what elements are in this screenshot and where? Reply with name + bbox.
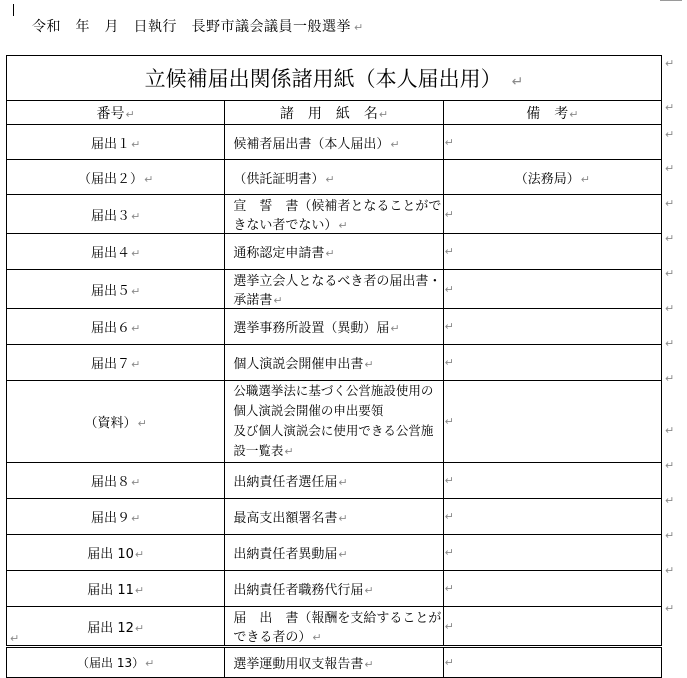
- row-number-cell[interactable]: （届出 13）↵: [7, 647, 225, 678]
- row-name-cell[interactable]: 公職選挙法に基づく公営施設使用の個人演説会開催の申出要領 及び個人演説会に使用できる公営施設一覧表↵: [225, 381, 443, 463]
- row-name-cell[interactable]: 選挙運動用収支報告書↵: [225, 647, 443, 678]
- table-row: [7, 309, 662, 345]
- row-number-cell[interactable]: 届出６↵: [7, 309, 225, 345]
- row-number-cell[interactable]: 届出５↵: [7, 270, 225, 309]
- forms-table: [6, 55, 662, 678]
- row-name-cell[interactable]: 出納責任者異動届↵: [225, 535, 443, 571]
- row-name-cell[interactable]: 候補者届出書（本人届出）↵: [225, 125, 443, 160]
- row-number-cell[interactable]: 届出８↵: [7, 463, 225, 499]
- row-number-cell[interactable]: 届出３↵: [7, 195, 225, 234]
- row-note-cell[interactable]: ↵: [443, 345, 661, 381]
- table-row: [7, 270, 662, 309]
- row-name-cell[interactable]: 最高支出額署名書↵: [225, 499, 443, 535]
- election-header-text[interactable]: 令和 年 月 日執行 長野市議会議員一般選挙: [32, 19, 351, 35]
- row-note-cell[interactable]: （法務局）↵: [443, 160, 661, 195]
- row-number-cell[interactable]: 届出 11↵: [7, 571, 225, 607]
- row-name-cell[interactable]: 個人演説会開催申出書↵: [225, 345, 443, 381]
- row-note-cell[interactable]: ↵: [443, 571, 661, 607]
- row-end-mark: ↵: [665, 529, 675, 542]
- row-name-cell[interactable]: 選挙立会人となるべき者の届出書・承諾書↵: [225, 270, 443, 309]
- table-row: [7, 463, 662, 499]
- row-number-cell[interactable]: （資料）↵: [7, 381, 225, 463]
- row-number-cell[interactable]: 届出４↵: [7, 234, 225, 270]
- column-header-number[interactable]: 番号↵: [7, 101, 225, 125]
- column-header-name[interactable]: 諸 用 紙 名↵: [225, 101, 443, 125]
- table-row: [7, 571, 662, 607]
- row-name-cell[interactable]: 出納責任者職務代行届↵: [225, 571, 443, 607]
- row-end-mark: ↵: [665, 424, 675, 437]
- table-row: [7, 647, 662, 678]
- row-end-mark: ↵: [665, 302, 675, 315]
- text-cursor: [13, 4, 14, 16]
- row-note-cell[interactable]: ↵: [443, 607, 661, 647]
- row-number-cell[interactable]: 届出 12↵: [7, 607, 225, 647]
- table-row: [7, 234, 662, 270]
- row-number-cell[interactable]: （届出２）↵: [7, 160, 225, 195]
- row-note-cell[interactable]: ↵: [443, 125, 661, 160]
- row-note-cell[interactable]: ↵: [443, 499, 661, 535]
- row-name-cell[interactable]: 届 出 書（報酬を支給することができる者の）↵: [225, 607, 443, 647]
- row-note-cell[interactable]: ↵: [443, 463, 661, 499]
- row-number-cell[interactable]: 届出９↵: [7, 499, 225, 535]
- row-end-mark: ↵: [665, 232, 675, 245]
- page-corner-mark: [660, 0, 682, 7]
- column-header-notes[interactable]: 備 考↵: [443, 101, 661, 125]
- row-note-cell[interactable]: ↵: [443, 270, 661, 309]
- row-end-mark: ↵: [665, 337, 675, 350]
- row-end-mark: ↵: [665, 602, 675, 615]
- table-title[interactable]: 立候補届出関係諸用紙（本人届出用）: [144, 67, 502, 91]
- table-row: [7, 345, 662, 381]
- row-note-cell[interactable]: ↵: [443, 381, 661, 463]
- row-note-cell[interactable]: ↵: [443, 309, 661, 345]
- row-number-cell[interactable]: 届出７↵: [7, 345, 225, 381]
- table-row: [7, 160, 662, 195]
- table-title-cell[interactable]: [7, 56, 662, 101]
- row-note-cell[interactable]: ↵: [443, 647, 661, 678]
- row-end-mark: ↵: [665, 372, 675, 385]
- table-row: [7, 499, 662, 535]
- table-row: [7, 125, 662, 160]
- row-end-mark: ↵: [665, 57, 675, 70]
- row-number-cell[interactable]: 届出１↵: [7, 125, 225, 160]
- row-end-mark: ↵: [665, 162, 675, 175]
- row-note-cell[interactable]: ↵: [443, 535, 661, 571]
- table-row: [7, 607, 662, 647]
- table-row: [7, 535, 662, 571]
- row-end-mark: ↵: [665, 267, 675, 280]
- election-header-line[interactable]: [32, 16, 364, 36]
- table-row: [7, 381, 662, 463]
- row-end-mark: ↵: [665, 564, 675, 577]
- row-number-cell[interactable]: 届出 10↵: [7, 535, 225, 571]
- row-end-mark: ↵: [665, 197, 675, 210]
- row-name-cell[interactable]: （供託証明書）↵: [225, 160, 443, 195]
- row-name-cell[interactable]: 選挙事務所設置（異動）届↵: [225, 309, 443, 345]
- row-end-mark: ↵: [665, 494, 675, 507]
- paragraph-mark: ↵: [10, 632, 20, 645]
- table-row: [7, 195, 662, 234]
- row-end-mark: ↵: [665, 101, 675, 114]
- row-note-cell[interactable]: ↵: [443, 195, 661, 234]
- row-name-cell[interactable]: 宣 誓 書（候補者となることができない者でない）↵: [225, 195, 443, 234]
- row-end-mark: ↵: [665, 128, 675, 141]
- paragraph-mark: ↵: [354, 21, 364, 34]
- row-name-cell[interactable]: 出納責任者選任届↵: [225, 463, 443, 499]
- row-name-cell[interactable]: 通称認定申請書↵: [225, 234, 443, 270]
- row-end-mark: ↵: [665, 459, 675, 472]
- paragraph-mark: ↵: [511, 74, 524, 90]
- row-note-cell[interactable]: ↵: [443, 234, 661, 270]
